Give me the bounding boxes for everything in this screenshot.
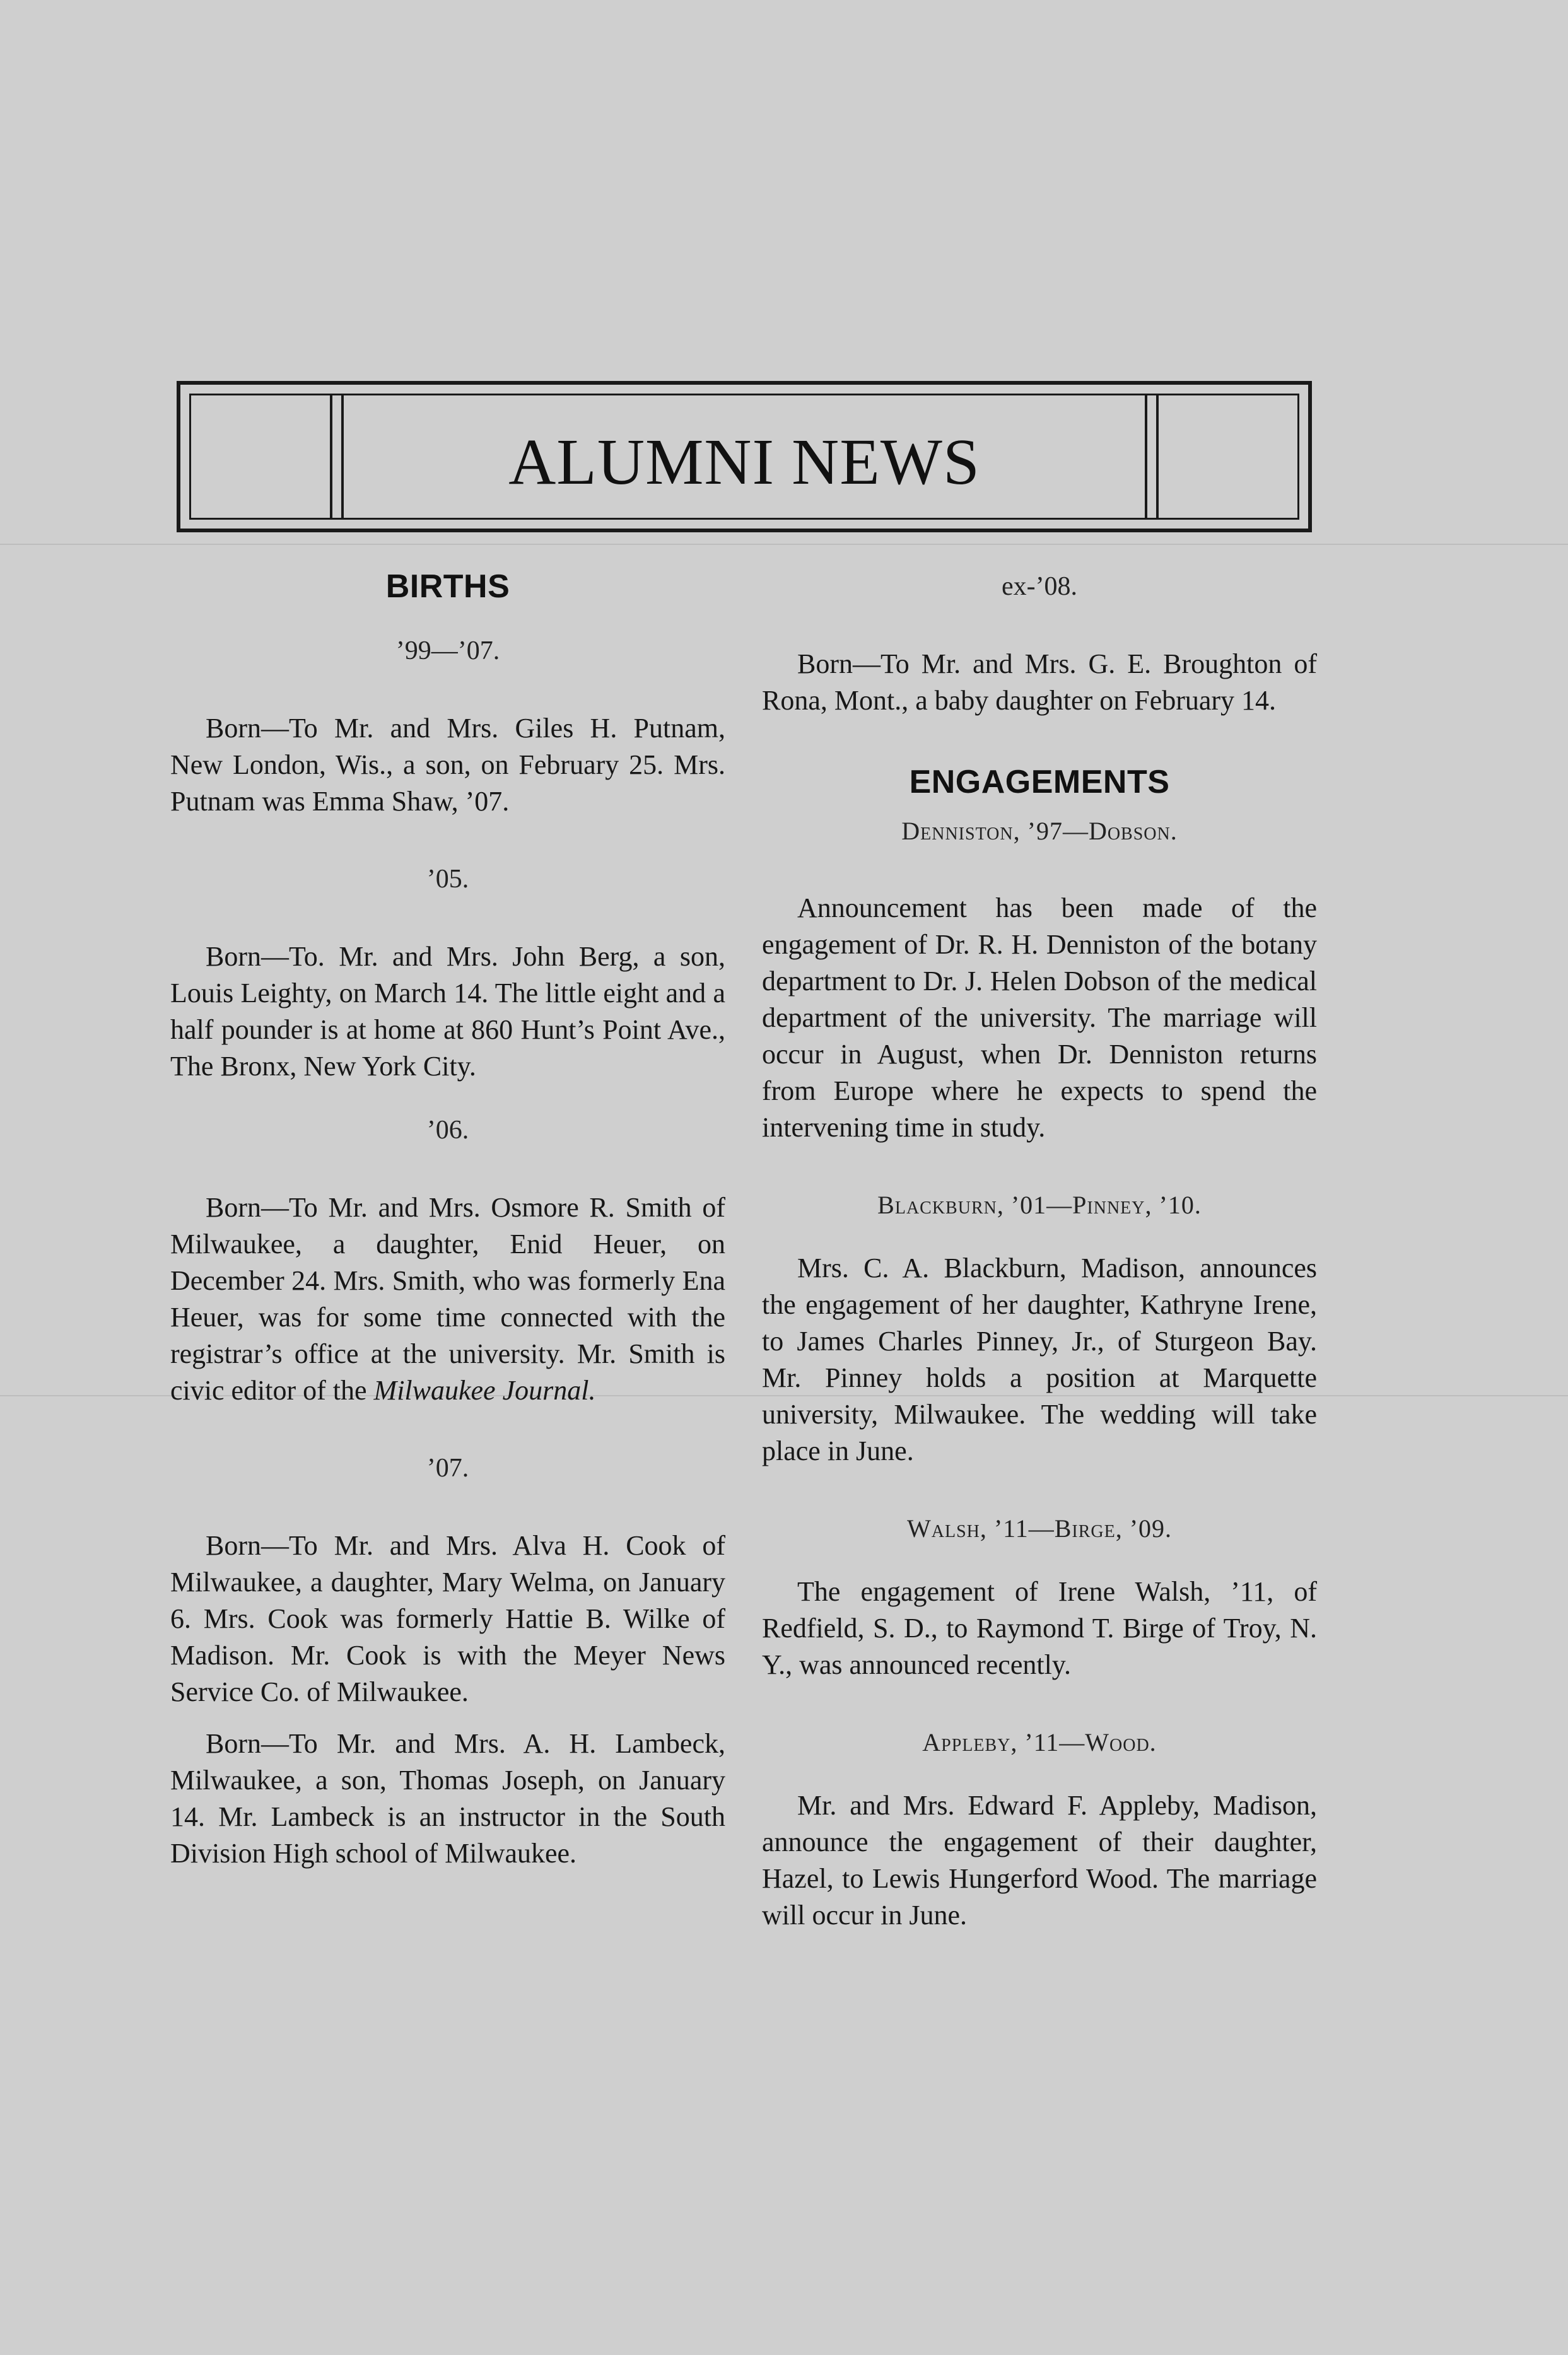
- class-year-heading: ’06.: [426, 1116, 469, 1145]
- birth-announcement: Born—To Mr. and Mrs. G. E. Broughton of Rona, Mont., a baby daughter on February 14.: [762, 648, 1317, 716]
- birth-announcement: [170, 1189, 725, 1409]
- engagement-heading: Blackburn, ’01—Pinney, ’10.: [877, 1191, 1202, 1219]
- class-year-heading: ’05.: [426, 865, 469, 894]
- engagement-announcement: Announcement has been made of the engagement of Dr. R. H. Denniston of the botany department to Dr. J. Helen Dobson of the medical department of the university. The marriage will occur in August, when Dr. Denniston returns from Europe where he expects to spend the intervening time in study.: [762, 892, 1317, 1143]
- engagement-announcement: Mrs. C. A. Blackburn, Madison, announces the engagement of her daughter, Kathryne Irene, to James Charles Pinney, Jr., of Sturgeon Bay. Mr. Pinney holds a position at Marquette university, Milwaukee. The wedding will take place in June.: [762, 1253, 1317, 1466]
- births-heading: BIRTHS: [385, 568, 510, 605]
- engagement-heading: Appleby, ’11—Wood.: [922, 1728, 1157, 1756]
- birth-announcement: Born—To Mr. and Mrs. A. H. Lambeck, Milwaukee, a son, Thomas Joseph, on January 14. Mr. Lambeck is an instructor in the South Division High school of Milwaukee.: [170, 1728, 725, 1869]
- engagement-announcement: The engagement of Irene Walsh, ’11, of Redfield, S. D., to Raymond T. Birge of Troy, N. Y., was announced recently.: [762, 1576, 1317, 1680]
- left-column: [170, 568, 725, 1872]
- right-column: [762, 568, 1317, 1934]
- title-banner: [177, 381, 1312, 532]
- announcement-text: Born—To Mr. and Mrs. Osmore R. Smith of Milwaukee, a daughter, Enid Heuer, on December 24. Mrs. Smith, who was formerly Ena Heuer, was for some time connected with the registrar’s office at the university. Mr. Smith is civic editor of the: [170, 1192, 725, 1406]
- page-title: ALUMNI NEWS: [508, 426, 980, 498]
- class-year-heading: ’07.: [426, 1454, 469, 1483]
- engagement-heading: Denniston, ’97—Dobson.: [901, 817, 1178, 845]
- engagements-heading: ENGAGEMENTS: [909, 764, 1170, 800]
- class-year-heading: ’99—’07.: [395, 636, 500, 665]
- birth-announcement: Born—To. Mr. and Mrs. John Berg, a son, Louis Leighty, on March 14. The little eight and a half pounder is at home at 860 Hunt’s Point Ave., The Bronx, New York City.: [170, 941, 725, 1082]
- class-year-heading: ex-’08.: [1001, 572, 1078, 601]
- newspaper-name: Milwaukee Journal.: [373, 1375, 596, 1406]
- birth-announcement: Born—To Mr. and Mrs. Giles H. Putnam, New London, Wis., a son, on February 25. Mrs. Putnam was Emma Shaw, ’07.: [170, 713, 725, 817]
- engagement-announcement: Mr. and Mrs. Edward F. Appleby, Madison, announce the engagement of their daughter, Hazel, to Lewis Hungerford Wood. The marriage will occur in June.: [762, 1790, 1317, 1931]
- birth-announcement: Born—To Mr. and Mrs. Alva H. Cook of Milwaukee, a daughter, Mary Welma, on January 6. Mrs. Cook was formerly Hattie B. Wilke of Madison. Mr. Cook is with the Meyer News Service Co. of Milwaukee.: [170, 1530, 725, 1707]
- banner-inner-frame: [189, 394, 1299, 520]
- engagement-heading: Walsh, ’11—Birge, ’09.: [906, 1514, 1173, 1543]
- scan-fold-line: [0, 544, 1568, 545]
